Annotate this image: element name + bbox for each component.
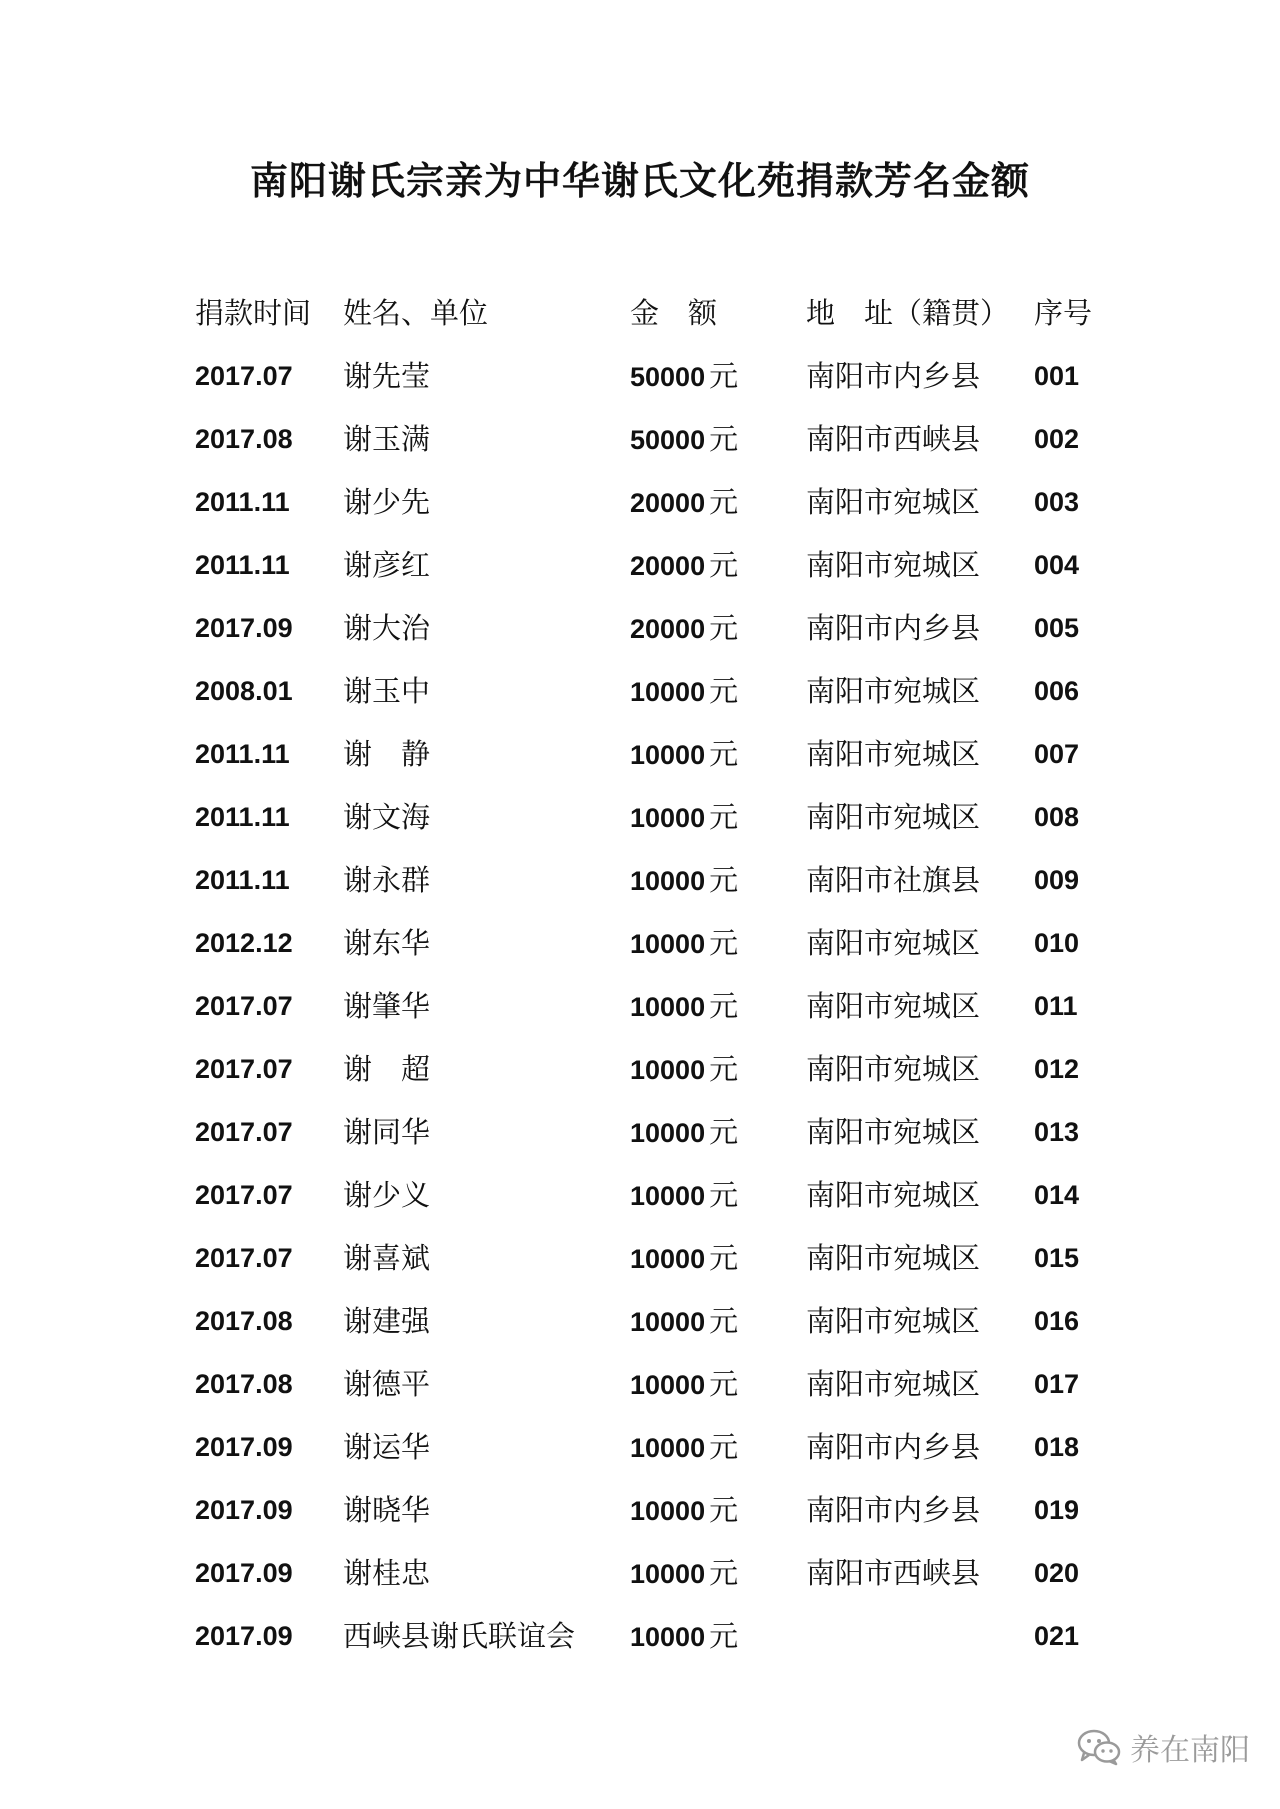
row-address: 南阳市宛城区 — [806, 926, 981, 960]
table-row — [0, 1164, 1280, 1227]
row-date: 2017.08 — [195, 1306, 293, 1336]
row-amount — [630, 1353, 738, 1420]
amount-unit: 元 — [709, 1241, 739, 1275]
row-seq: 011 — [1034, 991, 1078, 1021]
row-seq: 017 — [1034, 1369, 1080, 1399]
amount-value: 10000 — [630, 1622, 706, 1652]
header-address: 地 址（籍贯） — [806, 296, 1010, 330]
row-address: 南阳市宛城区 — [806, 1052, 981, 1086]
row-amount — [630, 1290, 738, 1357]
row-address: 南阳市宛城区 — [806, 485, 981, 519]
table-row — [0, 1290, 1280, 1353]
row-date: 2011.11 — [195, 487, 290, 517]
row-date: 2011.11 — [195, 802, 290, 832]
row-amount — [630, 408, 738, 475]
row-address: 南阳市内乡县 — [806, 1493, 981, 1527]
row-seq: 015 — [1034, 1243, 1080, 1273]
donation-table — [0, 282, 1280, 1668]
amount-value: 10000 — [630, 677, 706, 707]
amount-value: 10000 — [630, 866, 706, 896]
row-date: 2017.08 — [195, 1369, 293, 1399]
row-date: 2011.11 — [195, 550, 290, 580]
row-seq: 004 — [1034, 550, 1080, 580]
row-seq: 003 — [1034, 487, 1080, 517]
row-amount — [630, 786, 738, 853]
row-date: 2017.09 — [195, 1558, 293, 1588]
row-name: 谢同华 — [343, 1115, 431, 1149]
row-name: 西峡县谢氏联谊会 — [343, 1619, 576, 1653]
row-name: 谢 静 — [343, 737, 431, 771]
amount-unit: 元 — [709, 485, 739, 519]
table-row — [0, 1101, 1280, 1164]
table-row — [0, 1605, 1280, 1668]
amount-value: 20000 — [630, 551, 706, 581]
amount-unit: 元 — [709, 674, 739, 708]
row-name: 谢 超 — [343, 1052, 431, 1086]
row-name: 谢玉满 — [343, 422, 431, 456]
amount-unit: 元 — [709, 1619, 739, 1653]
row-seq: 019 — [1034, 1495, 1080, 1525]
amount-value: 20000 — [630, 488, 706, 518]
row-seq: 014 — [1034, 1180, 1080, 1210]
row-name: 谢建强 — [343, 1304, 431, 1338]
row-name: 谢晓华 — [343, 1493, 431, 1527]
row-amount — [630, 1038, 738, 1105]
amount-unit: 元 — [709, 611, 739, 645]
table-row — [0, 408, 1280, 471]
row-address: 南阳市宛城区 — [806, 800, 981, 834]
row-date: 2017.08 — [195, 424, 293, 454]
amount-value: 10000 — [630, 1181, 706, 1211]
row-address: 南阳市内乡县 — [806, 359, 981, 393]
row-address: 南阳市宛城区 — [806, 1367, 981, 1401]
row-amount — [630, 849, 738, 916]
amount-unit: 元 — [709, 1493, 739, 1527]
table-header-row — [0, 282, 1280, 345]
row-amount — [630, 1605, 738, 1672]
row-date: 2017.09 — [195, 613, 293, 643]
amount-value: 10000 — [630, 1433, 706, 1463]
amount-unit: 元 — [709, 1556, 739, 1590]
table-row — [0, 534, 1280, 597]
amount-unit: 元 — [709, 1178, 739, 1212]
row-address: 南阳市社旗县 — [806, 863, 981, 897]
row-amount — [630, 1542, 738, 1609]
amount-unit: 元 — [709, 737, 739, 771]
row-name: 谢彦红 — [343, 548, 431, 582]
row-address: 南阳市宛城区 — [806, 989, 981, 1023]
row-seq: 016 — [1034, 1306, 1080, 1336]
row-seq: 010 — [1034, 928, 1080, 958]
table-row — [0, 1227, 1280, 1290]
amount-value: 50000 — [630, 425, 706, 455]
row-name: 谢玉中 — [343, 674, 431, 708]
header-seq: 序号 — [1034, 296, 1093, 330]
row-amount — [630, 975, 738, 1042]
row-seq: 001 — [1034, 361, 1080, 391]
amount-unit: 元 — [709, 863, 739, 897]
row-address: 南阳市宛城区 — [806, 1241, 981, 1275]
table-row — [0, 975, 1280, 1038]
row-date: 2017.07 — [195, 1117, 293, 1147]
amount-value: 10000 — [630, 1307, 706, 1337]
amount-unit: 元 — [709, 1304, 739, 1338]
amount-value: 10000 — [630, 740, 706, 770]
amount-value: 10000 — [630, 929, 706, 959]
row-amount — [630, 345, 738, 412]
row-seq: 006 — [1034, 676, 1080, 706]
row-name: 谢桂忠 — [343, 1556, 431, 1590]
row-date: 2017.07 — [195, 1243, 293, 1273]
amount-unit: 元 — [709, 548, 739, 582]
row-amount — [630, 471, 738, 538]
watermark — [1076, 1725, 1250, 1769]
row-name: 谢永群 — [343, 863, 431, 897]
row-amount — [630, 1479, 738, 1546]
row-address: 南阳市宛城区 — [806, 1178, 981, 1212]
row-address: 南阳市内乡县 — [806, 1430, 981, 1464]
amount-value: 20000 — [630, 614, 706, 644]
row-seq: 013 — [1034, 1117, 1080, 1147]
table-row — [0, 1479, 1280, 1542]
row-amount — [630, 1101, 738, 1168]
amount-value: 10000 — [630, 1118, 706, 1148]
row-amount — [630, 597, 738, 664]
page-title: 南阳谢氏宗亲为中华谢氏文化苑捐款芳名金额 — [249, 159, 1030, 203]
table-row — [0, 849, 1280, 912]
table-row — [0, 660, 1280, 723]
row-seq: 007 — [1034, 739, 1080, 769]
row-date: 2011.11 — [195, 739, 290, 769]
amount-value: 10000 — [630, 1244, 706, 1274]
row-name: 谢喜斌 — [343, 1241, 431, 1275]
row-amount — [630, 912, 738, 979]
table-row — [0, 597, 1280, 660]
table-row — [0, 1542, 1280, 1605]
watermark-text: 养在南阳 — [1130, 1733, 1250, 1768]
amount-unit: 元 — [709, 926, 739, 960]
amount-value: 10000 — [630, 1055, 706, 1085]
row-name: 谢肇华 — [343, 989, 431, 1023]
row-date: 2017.07 — [195, 1054, 293, 1084]
row-address: 南阳市内乡县 — [806, 611, 981, 645]
row-seq: 020 — [1034, 1558, 1080, 1588]
row-seq: 005 — [1034, 613, 1080, 643]
row-seq: 002 — [1034, 424, 1080, 454]
table-row — [0, 1416, 1280, 1479]
amount-unit: 元 — [709, 1430, 739, 1464]
table-row — [0, 1038, 1280, 1101]
row-name: 谢运华 — [343, 1430, 431, 1464]
row-amount — [630, 1416, 738, 1483]
table-row — [0, 471, 1280, 534]
row-amount — [630, 660, 738, 727]
row-address: 南阳市宛城区 — [806, 737, 981, 771]
amount-value: 10000 — [630, 1496, 706, 1526]
row-name: 谢大治 — [343, 611, 431, 645]
row-date: 2017.09 — [195, 1432, 293, 1462]
header-amount: 金 额 — [630, 296, 718, 330]
row-date: 2017.09 — [195, 1495, 293, 1525]
row-address: 南阳市西峡县 — [806, 422, 981, 456]
row-address: 南阳市宛城区 — [806, 548, 981, 582]
row-amount — [630, 534, 738, 601]
row-seq: 008 — [1034, 802, 1080, 832]
table-row — [0, 345, 1280, 408]
table-row — [0, 1353, 1280, 1416]
row-amount — [630, 1227, 738, 1294]
row-seq: 012 — [1034, 1054, 1080, 1084]
row-seq: 009 — [1034, 865, 1080, 895]
table-row — [0, 786, 1280, 849]
row-amount — [630, 723, 738, 790]
row-date: 2017.07 — [195, 361, 293, 391]
amount-unit: 元 — [709, 800, 739, 834]
row-date: 2011.11 — [195, 865, 290, 895]
row-seq: 018 — [1034, 1432, 1080, 1462]
row-name: 谢少义 — [343, 1178, 431, 1212]
table-row — [0, 723, 1280, 786]
row-address: 南阳市宛城区 — [806, 1115, 981, 1149]
amount-value: 50000 — [630, 362, 706, 392]
amount-value: 10000 — [630, 992, 706, 1022]
wechat-icon — [1076, 1727, 1122, 1767]
table-row — [0, 912, 1280, 975]
amount-unit: 元 — [709, 422, 739, 456]
amount-unit: 元 — [709, 1052, 739, 1086]
row-date: 2017.09 — [195, 1621, 293, 1651]
row-address: 南阳市宛城区 — [806, 674, 981, 708]
row-address: 南阳市宛城区 — [806, 1304, 981, 1338]
header-name: 姓名、单位 — [343, 296, 489, 330]
header-date: 捐款时间 — [195, 296, 312, 330]
amount-unit: 元 — [709, 1115, 739, 1149]
row-name: 谢文海 — [343, 800, 431, 834]
row-date: 2012.12 — [195, 928, 293, 958]
table-body — [0, 345, 1280, 1668]
amount-value: 10000 — [630, 1559, 706, 1589]
amount-value: 10000 — [630, 803, 706, 833]
row-name: 谢德平 — [343, 1367, 431, 1401]
row-date: 2017.07 — [195, 991, 293, 1021]
row-address: 南阳市西峡县 — [806, 1556, 981, 1590]
amount-unit: 元 — [709, 989, 739, 1023]
amount-unit: 元 — [709, 1367, 739, 1401]
row-name: 谢东华 — [343, 926, 431, 960]
amount-unit: 元 — [709, 359, 739, 393]
row-amount — [630, 1164, 738, 1231]
row-name: 谢少先 — [343, 485, 431, 519]
row-seq: 021 — [1034, 1621, 1080, 1651]
row-date: 2017.07 — [195, 1180, 293, 1210]
amount-value: 10000 — [630, 1370, 706, 1400]
row-date: 2008.01 — [195, 676, 293, 706]
row-name: 谢先莹 — [343, 359, 431, 393]
